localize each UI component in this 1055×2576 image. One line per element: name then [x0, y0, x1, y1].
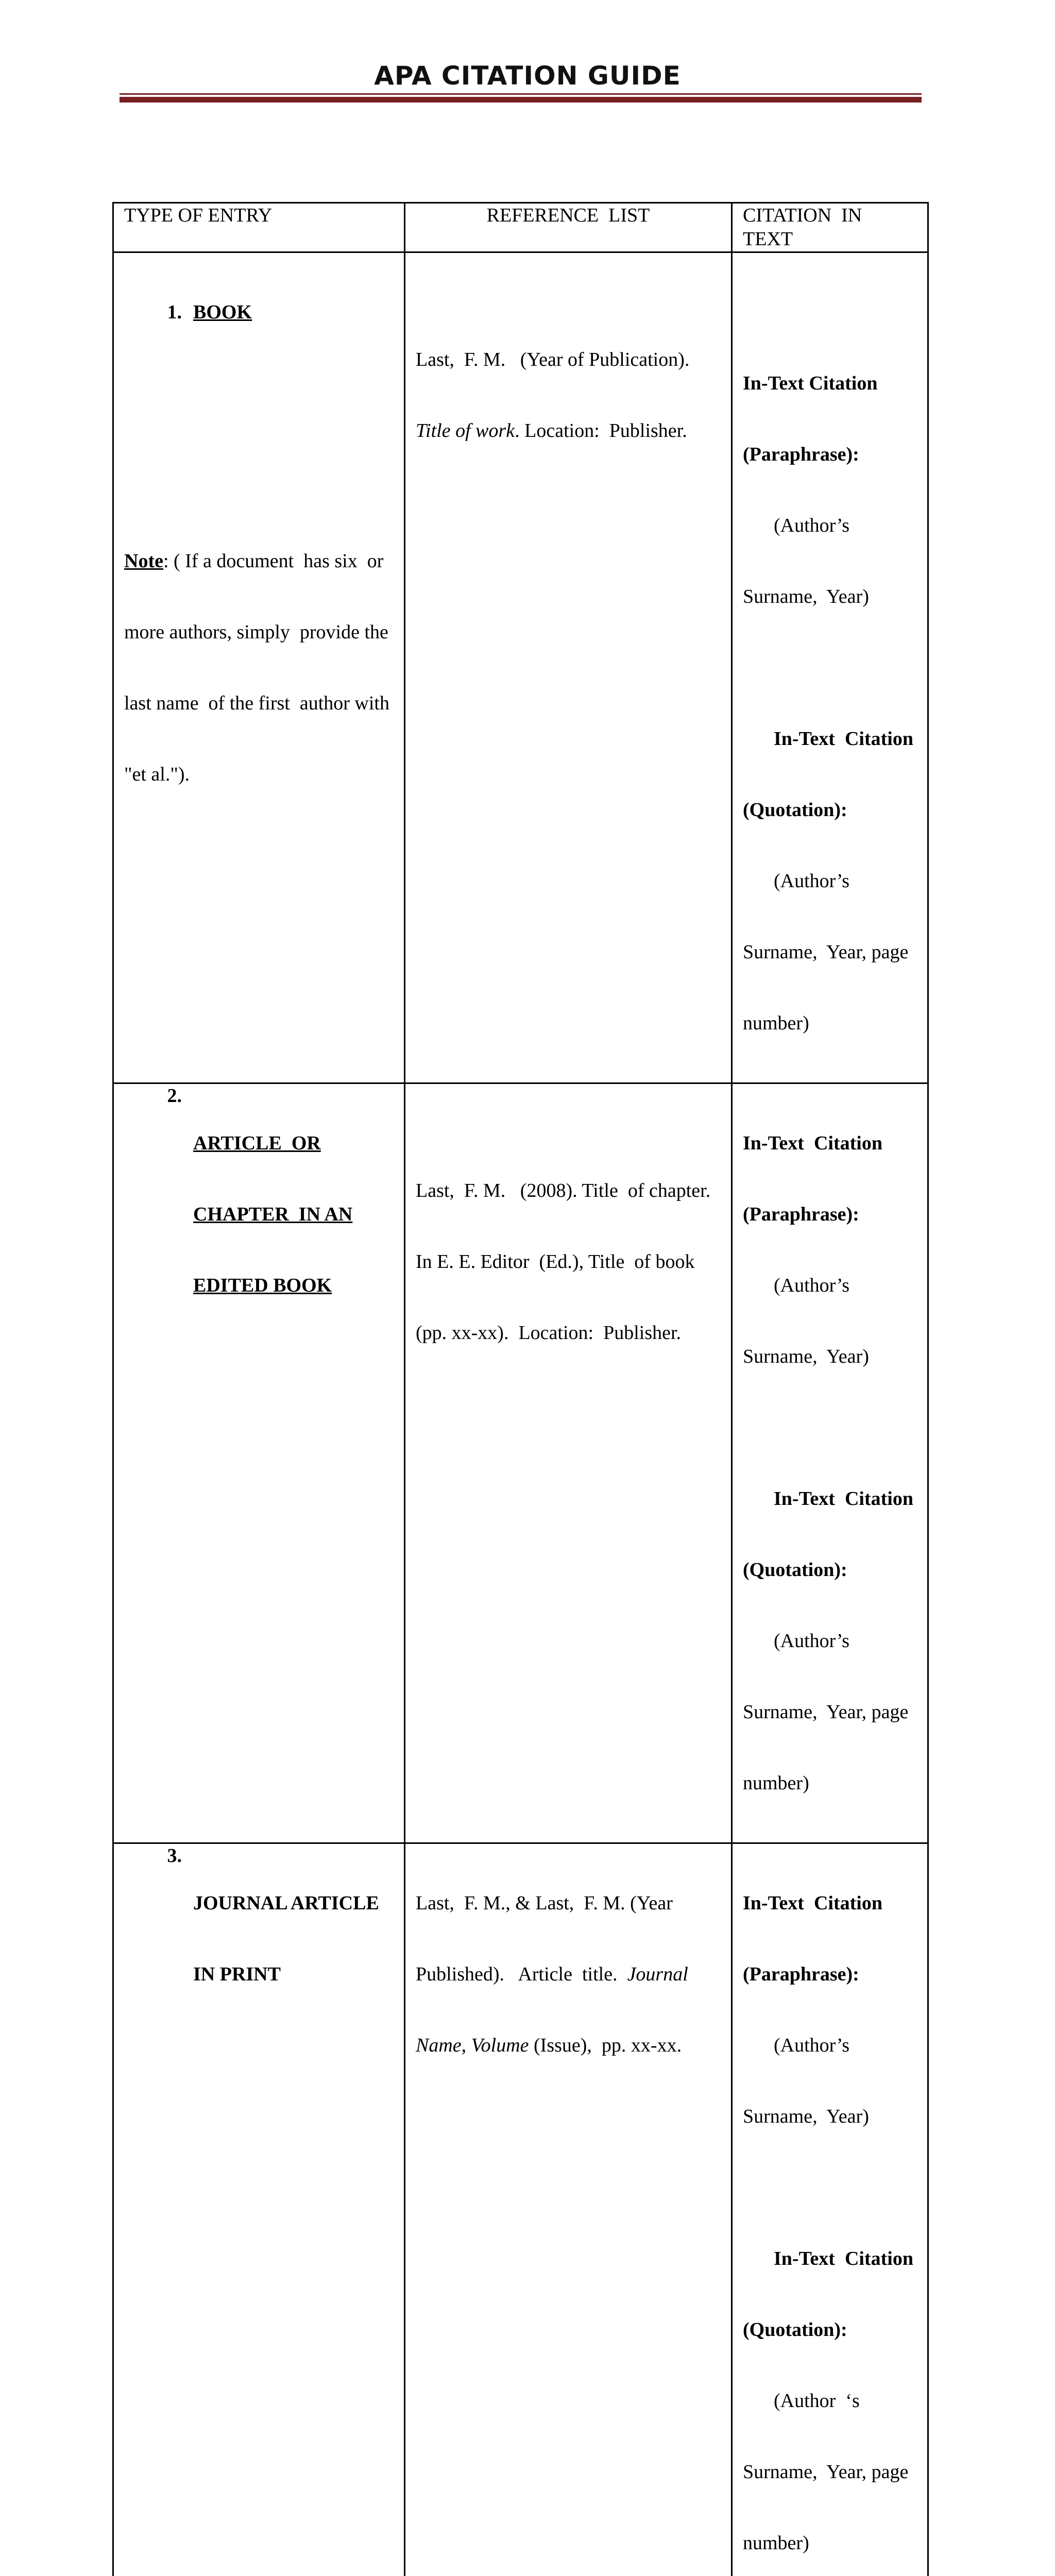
title-rule-thin	[120, 93, 922, 95]
entry-name: BOOK	[193, 300, 252, 324]
reference-journal-word: Journal	[627, 1963, 688, 1985]
note-line-4: "et al.").	[124, 762, 394, 786]
table-row	[113, 1843, 928, 2576]
reference-rest: . Location: Publisher.	[515, 420, 687, 442]
reference-volume: Volume	[471, 2035, 529, 2056]
paraphrase-line-2: Surname, Year)	[743, 2105, 917, 2128]
note-line-3: last name of the first author with	[124, 691, 394, 715]
quotation-line-1: (Author ‘s	[743, 2389, 917, 2413]
reference-cell-journal	[405, 1843, 732, 2576]
quotation-line-2: Surname, Year, page	[743, 940, 917, 964]
reference-journal-name: Name	[416, 2035, 462, 2056]
type-cell-journal	[113, 1843, 405, 2576]
header-reference-list	[405, 203, 732, 252]
reference-issue-pages: (Issue), pp. xx-xx.	[529, 2035, 682, 2056]
citation-cell-journal	[732, 1843, 928, 2576]
quotation-head-2: (Quotation):	[743, 2318, 917, 2342]
entry-name-line-2: CHAPTER IN AN	[193, 1202, 352, 1226]
quotation-line-3: number)	[743, 1011, 917, 1035]
header-type-label: TYPE OF ENTRY	[124, 205, 272, 226]
entry-number: 3.	[124, 1844, 193, 2033]
entry-chapter	[124, 1084, 394, 1345]
quotation-line-2: Surname, Year, page	[743, 1700, 917, 1724]
quotation-head-2: (Quotation):	[743, 798, 917, 822]
header-citation-line2: TEXT	[743, 227, 917, 251]
reference-line-1: Last, F. M. (2008). Title of chapter.	[416, 1179, 721, 1202]
table-row	[113, 252, 928, 1083]
paraphrase-line-1: (Author’s	[743, 2033, 917, 2057]
reference-line-1: Last, F. M. (Year of Publication).	[416, 348, 721, 371]
paraphrase-head-2: (Paraphrase):	[743, 1202, 917, 1226]
title-rule-thick	[120, 97, 922, 103]
paraphrase-head-1: In-Text Citation	[743, 371, 917, 395]
quotation-line-2: Surname, Year, page	[743, 2460, 917, 2484]
paraphrase-head-2: (Paraphrase):	[743, 443, 917, 466]
reference-line-2: In E. E. Editor (Ed.), Title of book	[416, 1250, 721, 1274]
note-label: Note	[124, 550, 163, 572]
paraphrase-line-2: Surname, Year)	[743, 1345, 917, 1368]
note-line-2: more authors, simply provide the	[124, 620, 394, 644]
header-citation-in-text	[732, 203, 928, 252]
header-type-of-entry	[113, 203, 405, 252]
table-header-row	[113, 203, 928, 252]
paraphrase-line-1: (Author’s	[743, 514, 917, 537]
table-row	[113, 1083, 928, 1843]
paraphrase-line-2: Surname, Year)	[743, 585, 917, 608]
reference-line-1: Last, F. M., & Last, F. M. (Year	[416, 1891, 721, 1915]
reference-separator: ,	[462, 2035, 471, 2056]
entry-name-line-1: JOURNAL ARTICLE	[193, 1891, 379, 1915]
quotation-line-1: (Author’s	[743, 1629, 917, 1653]
citation-cell-book	[732, 252, 928, 1083]
entry-name-line-3: EDITED BOOK	[193, 1274, 352, 1297]
citation-cell-chapter	[732, 1083, 928, 1843]
paraphrase-line-1: (Author’s	[743, 1274, 917, 1297]
reference-title: Title of work	[416, 420, 515, 442]
entry-number: 2.	[124, 1084, 193, 1345]
note-line-1	[124, 549, 394, 573]
reference-line-3: (pp. xx-xx). Location: Publisher.	[416, 1321, 721, 1345]
entry-journal	[124, 1844, 394, 2033]
quotation-head-1: In-Text Citation	[743, 727, 917, 751]
entry-name-line-2: IN PRINT	[193, 1962, 379, 1986]
paraphrase-head-1: In-Text Citation	[743, 1891, 917, 1915]
reference-line-2-text: Published). Article title.	[416, 1963, 627, 1985]
reference-cell-chapter	[405, 1083, 732, 1843]
book-note	[124, 502, 394, 834]
entry-name-line-1: ARTICLE OR	[193, 1131, 352, 1155]
type-cell-book	[113, 252, 405, 1083]
quotation-head-1: In-Text Citation	[743, 1487, 917, 1511]
paraphrase-head-2: (Paraphrase):	[743, 1962, 917, 1986]
header-citation-line1: CITATION IN	[743, 204, 917, 227]
quotation-head-2: (Quotation):	[743, 1558, 917, 1582]
header-reference-label: REFERENCE LIST	[487, 205, 650, 226]
reference-line-2	[416, 419, 721, 443]
entry-number: 1.	[124, 300, 193, 324]
type-cell-chapter	[113, 1083, 405, 1843]
quotation-line-3: number)	[743, 1771, 917, 1795]
page-title: APA CITATION GUIDE	[0, 61, 1055, 91]
reference-line-2	[416, 1962, 721, 1986]
quotation-line-1: (Author’s	[743, 869, 917, 893]
citation-table	[112, 202, 929, 2576]
entry-book	[124, 300, 394, 324]
quotation-line-3: number)	[743, 2531, 917, 2555]
paraphrase-head-1: In-Text Citation	[743, 1131, 917, 1155]
reference-cell-book	[405, 252, 732, 1083]
reference-line-3	[416, 2033, 721, 2057]
note-text-1: : ( If a document has six or	[163, 550, 383, 572]
quotation-head-1: In-Text Citation	[743, 2247, 917, 2270]
